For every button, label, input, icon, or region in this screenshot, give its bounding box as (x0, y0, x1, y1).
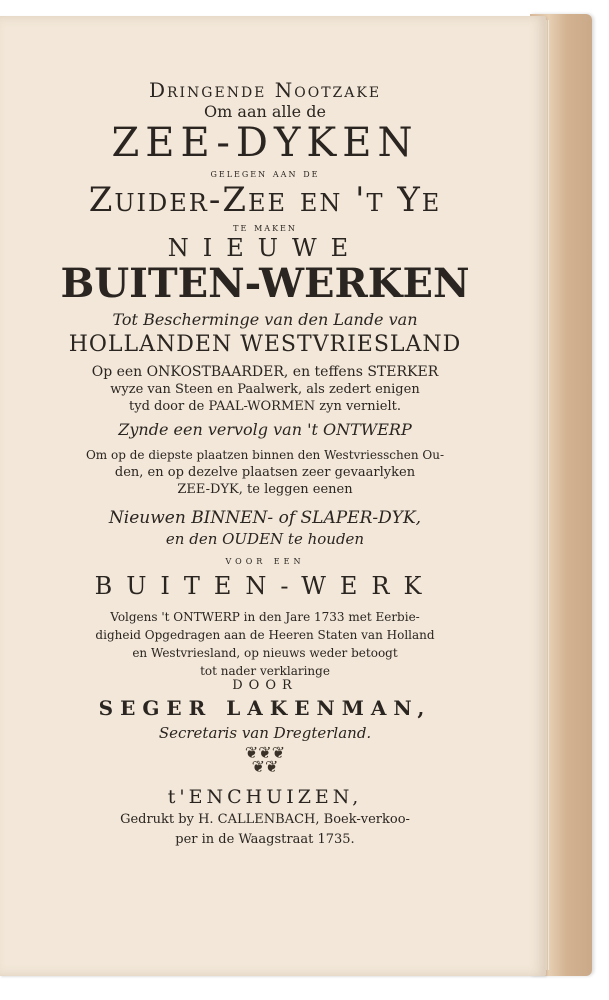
title-line: en Westvriesland, op nieuws weder betoogt (132, 646, 398, 660)
title-line: NIEUWE (167, 234, 363, 262)
title-line: HOLLANDEN WESTVRIESLAND (68, 332, 462, 357)
title-line: tyd door de PAAL-WORMEN zyn vernielt. (129, 399, 401, 414)
title-line: ZEE-DYKEN (111, 120, 419, 166)
title-line: Om op de diepste plaatzen binnen den Westvriesschen Ou- (85, 448, 445, 462)
title-page (0, 16, 546, 976)
title-line: wyze van Steen en Paalwerk, als zedert enigen (110, 382, 420, 397)
title-line: Tot Bescherminge van den Lande van (112, 310, 418, 329)
title-line: Om aan alle de (204, 102, 326, 121)
title-line: gelegen aan de (210, 166, 320, 180)
title-line: Nieuwen BINNEN- of SLAPER-DYK, (108, 508, 422, 528)
printer-ornament: ❦❦❦ ❦❦ (244, 743, 286, 776)
title-line: Zuider-Zee en 't Ye (88, 180, 442, 220)
title-line: Dringende Nootzake (148, 78, 382, 102)
title-line: te maken (233, 220, 297, 234)
title-line: t'ENCHUIZEN, (167, 786, 363, 808)
title-line: per in de Waagstraat 1735. (175, 832, 355, 847)
title-line: Gedrukt by H. CALLENBACH, Boek-verkoo- (120, 812, 410, 827)
title-line: Volgens 't ONTWERP in den Jare 1733 met Eerbie- (110, 610, 420, 624)
title-line: en den OUDEN te houden (165, 530, 365, 548)
title-line: voor een (225, 554, 305, 567)
title-line: Op een ONKOSTBAARDER, en teffens STERKER (91, 364, 439, 380)
title-line: Zynde een vervolg van 't ONTWERP (118, 420, 412, 439)
title-line: BUITEN-WERKEN (60, 260, 470, 307)
title-line: DOOR (232, 678, 298, 693)
title-line: Secretaris van Dregterland. (158, 724, 372, 742)
title-line: tot nader verklaringe (200, 664, 330, 678)
title-line: ZEE-DYK, te leggen eenen (177, 482, 353, 497)
title-line: digheid Opgedragen aan de Heeren Staten van Holland (95, 628, 435, 642)
title-line: SEGER LAKENMAN, (98, 696, 432, 720)
title-line: den, en op dezelve plaatsen zeer gevaarlyken (114, 465, 416, 480)
title-line: BUITEN-WERK (94, 572, 436, 600)
